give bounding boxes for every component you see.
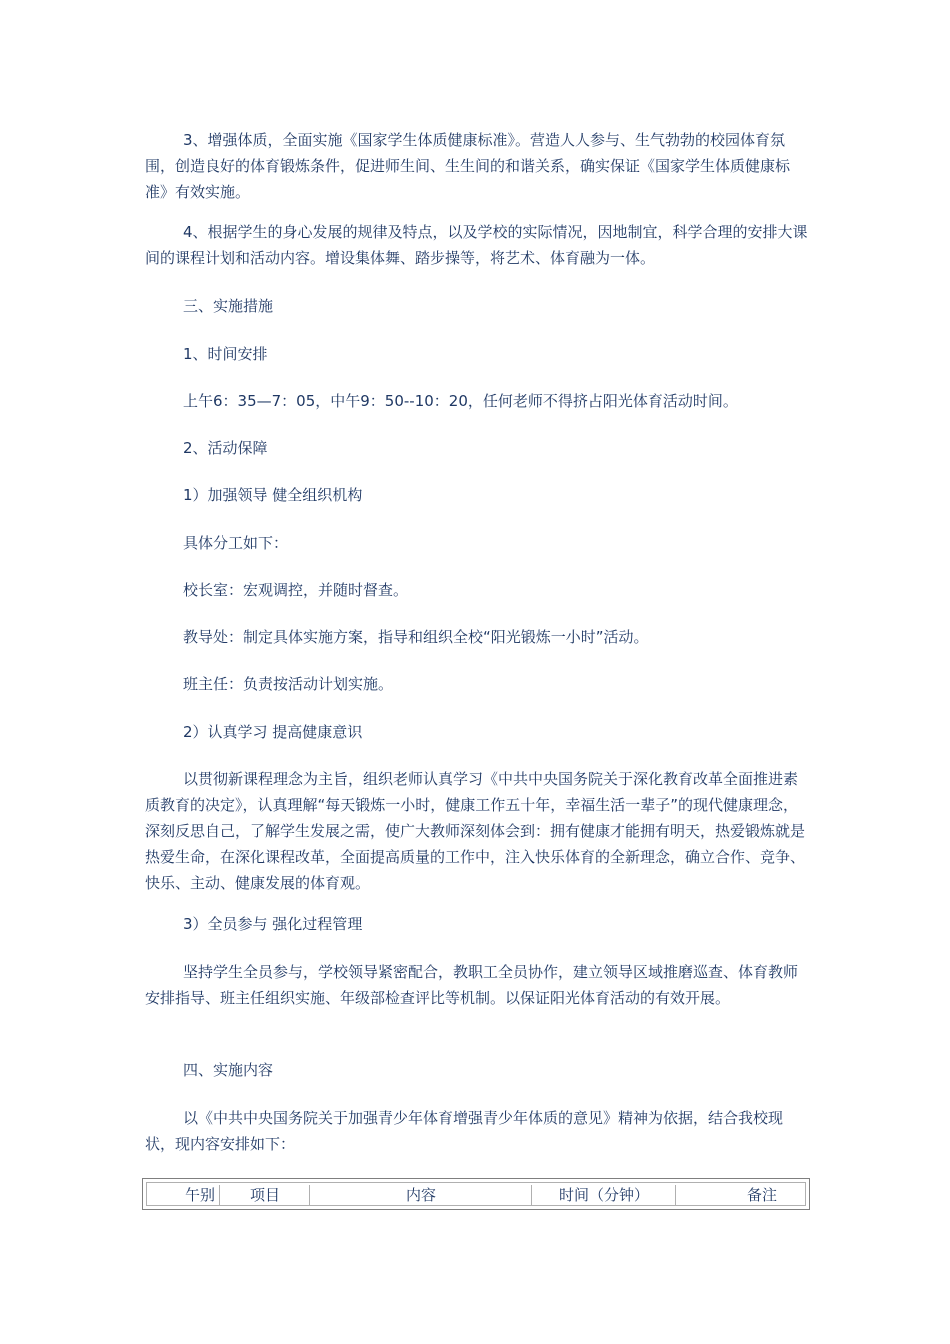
heading-time-arrangement: 1、时间安排 (183, 345, 268, 363)
paragraph-study (145, 766, 810, 896)
paragraph-content-intro (145, 1105, 810, 1157)
column-divider (219, 1185, 220, 1205)
head-teacher-duty: 班主任：负责按活动计划实施。 (183, 675, 394, 693)
paragraph-physique-text: 3、增强体质，全面实施《国家学生体质健康标准》。营造人人参与、生气勃勃的校园体育氛围，创造良好的体育锻炼条件，促进师生间、生生间的和谐关系，确实保证《国家学生体质健康标准》有效实施。 (145, 131, 791, 201)
heading-study: 2）认真学习 提高健康意识 (183, 723, 363, 741)
paragraph-participation (145, 959, 810, 1011)
heading-participation: 3）全员参与 强化过程管理 (183, 915, 363, 933)
column-divider (675, 1185, 676, 1205)
header-cell-content: 内容 (405, 1186, 436, 1204)
paragraph-schedule-plan-text: 4、根据学生的身心发展的规律及特点，以及学校的实际情况，因地制宜，科学合理的安排大课间的课程计划和活动内容。增设集体舞、踏步操等，将艺术、体育融为一体。 (145, 223, 808, 267)
column-divider (309, 1185, 310, 1205)
paragraph-participation-text: 坚持学生全员参与，学校领导紧密配合，教职工全员协作，建立领导区域推磨巡查、体育教师安排指导、班主任组织实施、年级部检查评比等机制。以保证阳光体育活动的有效开展。 (145, 963, 799, 1007)
principal-duty: 校长室：宏观调控，并随时督查。 (183, 581, 409, 599)
paragraph-schedule-plan (145, 219, 810, 271)
section-heading-content: 四、实施内容 (183, 1061, 274, 1079)
header-cell-item: 项目 (249, 1186, 280, 1204)
heading-activity-guarantee: 2、活动保障 (183, 439, 268, 457)
header-cell-remarks: 备注 (746, 1186, 777, 1204)
paragraph-physique (145, 127, 810, 205)
time-arrangement-text: 上午6：35—7：05，中午9：50--10：20，任何老师不得挤占阳光体育活动时间。 (183, 392, 738, 410)
content-table (142, 1178, 810, 1210)
heading-leadership: 1）加强领导 健全组织机构 (183, 486, 363, 504)
section-heading-measures: 三、实施措施 (183, 297, 274, 315)
paragraph-study-text: 以贯彻新课程理念为主旨，组织老师认真学习《中共中央国务院关于深化教育改革全面推进素质教育的决定》，认真理解“每天锻炼一小时，健康工作五十年，幸福生活一辈子”的现代健康理念，深刻反思自己，了解学生发展之需，使广大教师深刻体会到：拥有健康才能拥有明天，热爱锻炼就是热爱生命，在深化课程改革，全面提高质量的工作中，注入快乐体育的全新理念，确立合作、竞争、快乐、主动、健康发展的体育观。 (145, 770, 806, 892)
header-cell-time-minutes: 时间（分钟） (558, 1186, 649, 1204)
header-cell-period: 午别 (184, 1186, 215, 1204)
division-intro: 具体分工如下： (183, 534, 289, 552)
column-divider (531, 1185, 532, 1205)
paragraph-content-intro-text: 以《中共中央国务院关于加强青少年体育增强青少年体质的意见》精神为依据，结合我校现状，现内容安排如下： (145, 1109, 784, 1153)
content-table-header-row (146, 1182, 806, 1206)
academic-office-duty: 教导处：制定具体实施方案，指导和组织全校“阳光锻炼一小时”活动。 (183, 628, 649, 646)
